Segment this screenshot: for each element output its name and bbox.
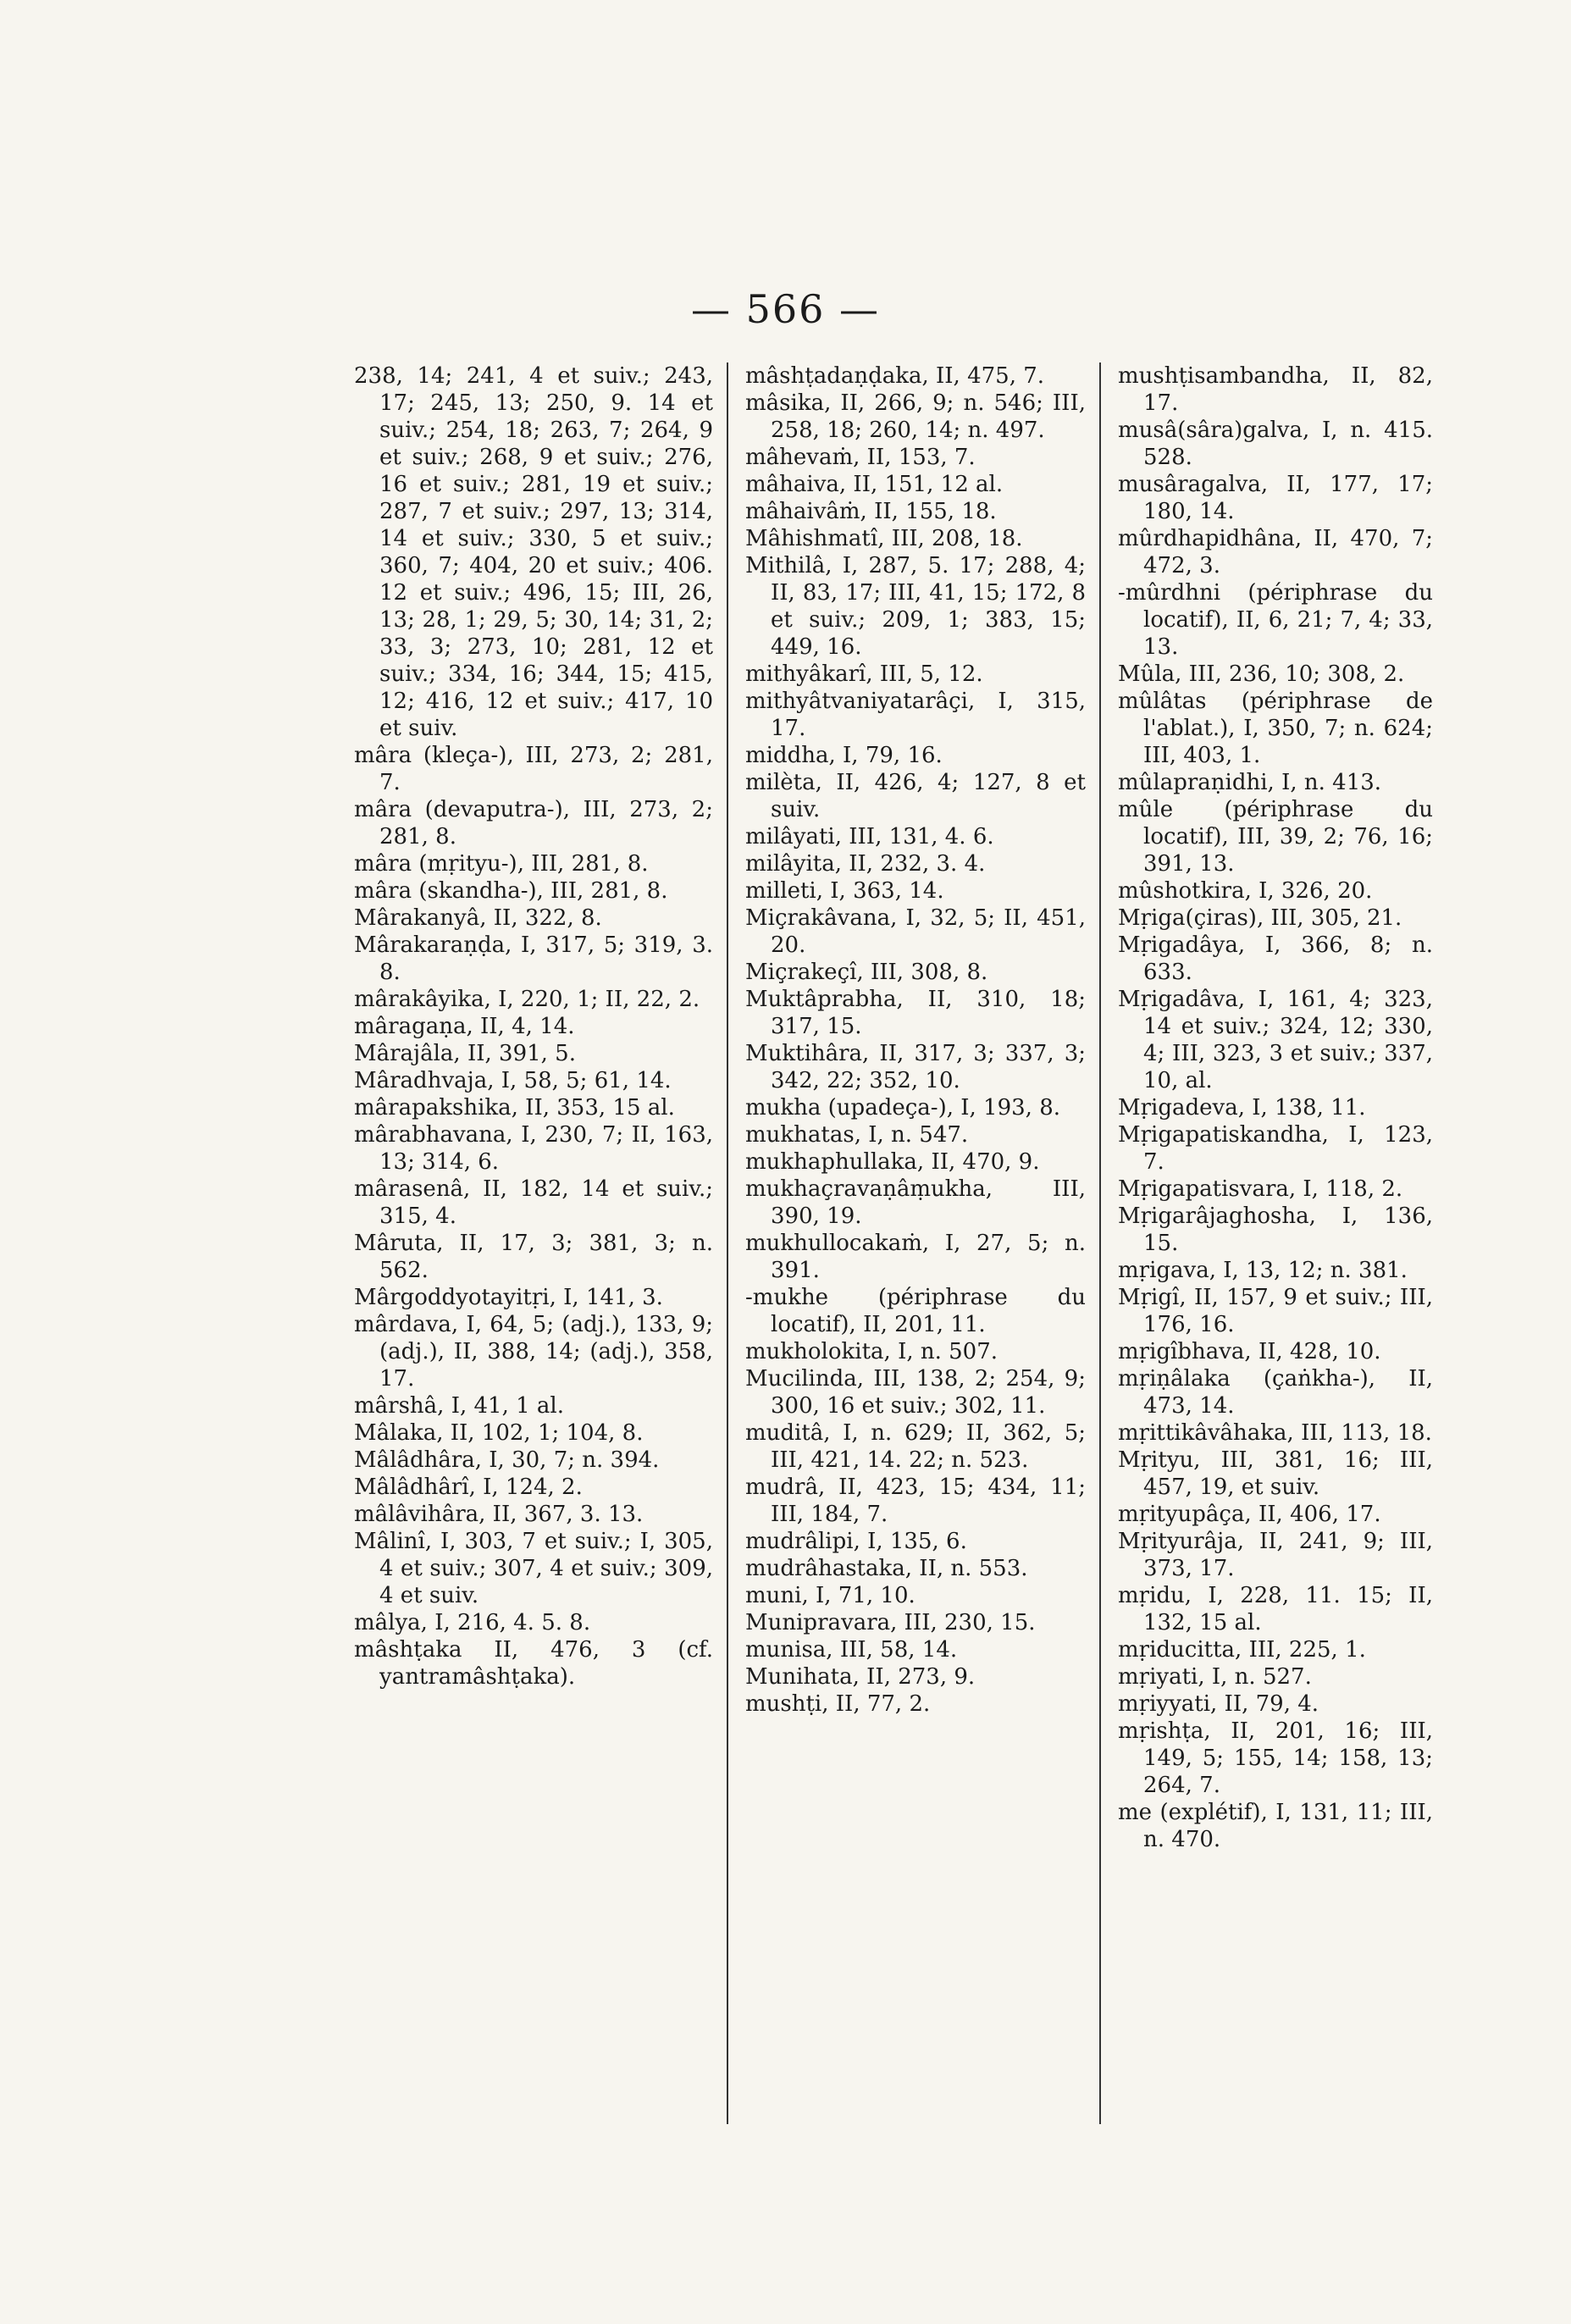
- index-entry: munisa, III, 58, 14.: [745, 1637, 958, 1663]
- index-column-3: [1099, 362, 1447, 2124]
- index-entry: Miçrakâvana, I, 32, 5; II, 451, 20.: [745, 905, 1086, 958]
- index-entry: mâlya, I, 216, 4. 5. 8.: [354, 1610, 591, 1635]
- index-entry: Mâradhvaja, I, 58, 5; 61, 14.: [354, 1068, 672, 1093]
- index-entry: Mṛigadâya, I, 366, 8; n. 633.: [1118, 932, 1433, 985]
- index-entry: mṛigava, I, 13, 12; n. 381.: [1118, 1258, 1408, 1283]
- index-entry: mithyâtvaniyatarâçi, I, 315, 17.: [745, 689, 1086, 741]
- index-entry: mâra (devaputra-), III, 273, 2; 281, 8.: [354, 797, 713, 849]
- index-entry: Mâruta, II, 17, 3; 381, 3; n. 562.: [354, 1231, 713, 1283]
- index-entry: milâyita, II, 232, 3. 4.: [745, 851, 986, 877]
- index-entry: mukhaçravaṇâṃukha, III, 390, 19.: [745, 1176, 1086, 1229]
- index-entry: mûlapraṇidhi, I, n. 413.: [1118, 770, 1382, 795]
- index-entry: mushṭi, II, 77, 2.: [745, 1691, 931, 1717]
- index-entry: Munipravara, III, 230, 15.: [745, 1610, 1036, 1635]
- index-entry: muditâ, I, n. 629; II, 362, 5; III, 421, 14. 22; n. 523.: [745, 1420, 1086, 1473]
- index-entry: Mṛigapatiskandha, I, 123, 7.: [1118, 1122, 1433, 1175]
- index-entry: musâragalva, II, 177, 17; 180, 14.: [1118, 472, 1433, 524]
- index-entry: musâ(sâra)galva, I, n. 415. 528.: [1118, 418, 1433, 470]
- index-entry: Mithilâ, I, 287, 5. 17; 288, 4; II, 83, 17; III, 41, 15; 172, 8 et suiv.; 209, 1; 383, 15; 449, 16.: [745, 553, 1086, 660]
- index-columns: [354, 362, 1447, 2124]
- index-entry: mârakâyika, I, 220, 1; II, 22, 2.: [354, 987, 700, 1012]
- index-entry: Mârakanyâ, II, 322, 8.: [354, 905, 602, 931]
- index-entry: Mṛigadâva, I, 161, 4; 323, 14 et suiv.; 324, 12; 330, 4; III, 323, 3 et suiv.; 337, 10, al.: [1118, 987, 1433, 1093]
- index-entry: Mâlâdhârî, I, 124, 2.: [354, 1475, 583, 1500]
- index-entry: Mṛityurâja, II, 241, 9; III, 373, 17.: [1118, 1529, 1433, 1581]
- index-entry: Muktihâra, II, 317, 3; 337, 3; 342, 22; 352, 10.: [745, 1041, 1086, 1093]
- index-entry: mṛiṇâlaka (çaṅkha-), II, 473, 14.: [1118, 1366, 1433, 1419]
- index-entry: Mṛigapatisvara, I, 118, 2.: [1118, 1176, 1403, 1202]
- index-entry: mâra (kleça-), III, 273, 2; 281, 7.: [354, 743, 713, 795]
- index-entry: mṛishṭa, II, 201, 16; III, 149, 5; 155, 14; 158, 13; 264, 7.: [1118, 1718, 1433, 1798]
- index-entry: mûrdhapidhâna, II, 470, 7; 472, 3.: [1118, 526, 1433, 578]
- index-column-1: [354, 362, 727, 2124]
- index-entry: mûlâtas (périphrase de l'ablat.), I, 350, 7; n. 624; III, 403, 1.: [1118, 689, 1433, 768]
- index-entry: Mâhishmatî, III, 208, 18.: [745, 526, 1023, 551]
- index-entry: mâra (mṛityu-), III, 281, 8.: [354, 851, 649, 877]
- index-entry: mṛiyyati, II, 79, 4.: [1118, 1691, 1319, 1717]
- index-column-2: [727, 362, 1099, 2124]
- index-entry: mukhaphullaka, II, 470, 9.: [745, 1149, 1040, 1175]
- index-entry: Mṛityu, III, 381, 16; III, 457, 19, et suiv.: [1118, 1447, 1433, 1500]
- index-entry: -mukhe (périphrase du locatif), II, 201, 11.: [745, 1285, 1086, 1337]
- index-entry: mûle (périphrase du locatif), III, 39, 2; 76, 16; 391, 13.: [1118, 797, 1433, 877]
- index-entry: mudrâlipi, I, 135, 6.: [745, 1529, 967, 1554]
- index-entry: mâsika, II, 266, 9; n. 546; III, 258, 18; 260, 14; n. 497.: [745, 390, 1086, 443]
- index-entry: mṛittikâvâhaka, III, 113, 18.: [1118, 1420, 1432, 1446]
- index-entry: 238, 14; 241, 4 et suiv.; 243, 17; 245, 13; 250, 9. 14 et suiv.; 254, 18; 263, 7; 264, 9 et suiv.; 268, 9 et suiv.; 276, 16 et suiv.; 281, 19 et suiv.; 287, 7 et suiv.; 297, 13; 314, 14 et suiv.; 330, 5 et suiv.; 360, 7; 404, 20 et suiv.; 406. 12 et suiv.; 496, 15; III, 26, 13; 28, 1; 29, 5; 30, 14; 31, 2; 33, 3; 273, 10; 281, 12 et suiv.; 334, 16; 344, 15; 415, 12; 416, 12 et suiv.; 417, 10 et suiv.: [354, 363, 713, 741]
- index-entry: mukha (upadeça-), I, 193, 8.: [745, 1095, 1061, 1120]
- index-entry: mûshotkira, I, 326, 20.: [1118, 878, 1373, 904]
- index-entry: Mûla, III, 236, 10; 308, 2.: [1118, 661, 1405, 687]
- index-entry: mṛigîbhava, II, 428, 10.: [1118, 1339, 1381, 1364]
- index-entry: mṛiducitta, III, 225, 1.: [1118, 1637, 1366, 1663]
- index-entry: Mârajâla, II, 391, 5.: [354, 1041, 576, 1066]
- index-entry: milâyati, III, 131, 4. 6.: [745, 824, 994, 849]
- index-entry: milleti, I, 363, 14.: [745, 878, 944, 904]
- index-entry: mithyâkarî, III, 5, 12.: [745, 661, 983, 687]
- index-entry: mârabhavana, I, 230, 7; II, 163, 13; 314, 6.: [354, 1122, 713, 1175]
- index-entry: mâshṭadaṇḍaka, II, 475, 7.: [745, 363, 1045, 389]
- index-entry: mudrâhastaka, II, n. 553.: [745, 1556, 1028, 1581]
- index-entry: mudrâ, II, 423, 15; 434, 11; III, 184, 7.: [745, 1475, 1086, 1527]
- index-entry: mâhevaṁ, II, 153, 7.: [745, 445, 976, 470]
- index-entry: mâhaivâṁ, II, 155, 18.: [745, 499, 997, 524]
- index-entry: Mṛigarâjaghosha, I, 136, 15.: [1118, 1204, 1433, 1256]
- index-entry: Mâlinî, I, 303, 7 et suiv.; I, 305, 4 et suiv.; 307, 4 et suiv.; 309, 4 et suiv.: [354, 1529, 713, 1608]
- index-entry: muni, I, 71, 10.: [745, 1583, 915, 1608]
- index-entry: Mârakaraṇḍa, I, 317, 5; 319, 3. 8.: [354, 932, 713, 985]
- index-entry: mârshâ, I, 41, 1 al.: [354, 1393, 565, 1419]
- index-entry: Mṛigî, II, 157, 9 et suiv.; III, 176, 16.: [1118, 1285, 1433, 1337]
- index-entry: Mucilinda, III, 138, 2; 254, 9; 300, 16 et suiv.; 302, 11.: [745, 1366, 1086, 1419]
- index-entry: Mṛigadeva, I, 138, 11.: [1118, 1095, 1366, 1120]
- index-entry: Mârgoddyotayitṛi, I, 141, 3.: [354, 1285, 663, 1310]
- index-entry: Mâlâdhâra, I, 30, 7; n. 394.: [354, 1447, 660, 1473]
- index-entry: mâra (skandha-), III, 281, 8.: [354, 878, 668, 904]
- index-entry: -mûrdhni (périphrase du locatif), II, 6, 21; 7, 4; 33, 13.: [1118, 580, 1433, 660]
- index-entry: me (explétif), I, 131, 11; III, n. 470.: [1118, 1800, 1433, 1852]
- page-number: — 566 —: [690, 286, 881, 332]
- index-entry: mukhatas, I, n. 547.: [745, 1122, 969, 1148]
- index-entry: mâragaṇa, II, 4, 14.: [354, 1014, 575, 1039]
- index-entry: Muktâprabha, II, 310, 18; 317, 15.: [745, 987, 1086, 1039]
- index-entry: mârapakshika, II, 353, 15 al.: [354, 1095, 675, 1120]
- index-entry: middha, I, 79, 16.: [745, 743, 943, 768]
- index-entry: mârasenâ, II, 182, 14 et suiv.; 315, 4.: [354, 1176, 713, 1229]
- index-entry: mṛiyati, I, n. 527.: [1118, 1664, 1312, 1690]
- index-entry: Mṛiga(çiras), III, 305, 21.: [1118, 905, 1402, 931]
- index-entry: Munihata, II, 273, 9.: [745, 1664, 976, 1690]
- index-entry: mṛityupâça, II, 406, 17.: [1118, 1502, 1381, 1527]
- index-entry: mukholokita, I, n. 507.: [745, 1339, 998, 1364]
- index-entry: Mâlaka, II, 102, 1; 104, 8.: [354, 1420, 644, 1446]
- index-entry: mâshṭaka II, 476, 3 (cf. yantramâshṭaka).: [354, 1637, 713, 1690]
- index-entry: milèta, II, 426, 4; 127, 8 et suiv.: [745, 770, 1086, 822]
- index-entry: Miçrakeçî, III, 308, 8.: [745, 960, 988, 985]
- index-entry: mushṭisambandha, II, 82, 17.: [1118, 363, 1433, 416]
- index-entry: mâhaiva, II, 151, 12 al.: [745, 472, 1004, 497]
- index-entry: mârdava, I, 64, 5; (adj.), 133, 9; (adj.), II, 388, 14; (adj.), 358, 17.: [354, 1312, 713, 1392]
- index-entry: mukhullocakaṁ, I, 27, 5; n. 391.: [745, 1231, 1086, 1283]
- index-entry: mṛidu, I, 228, 11. 15; II, 132, 15 al.: [1118, 1583, 1433, 1635]
- index-entry: mâlâvihâra, II, 367, 3. 13.: [354, 1502, 644, 1527]
